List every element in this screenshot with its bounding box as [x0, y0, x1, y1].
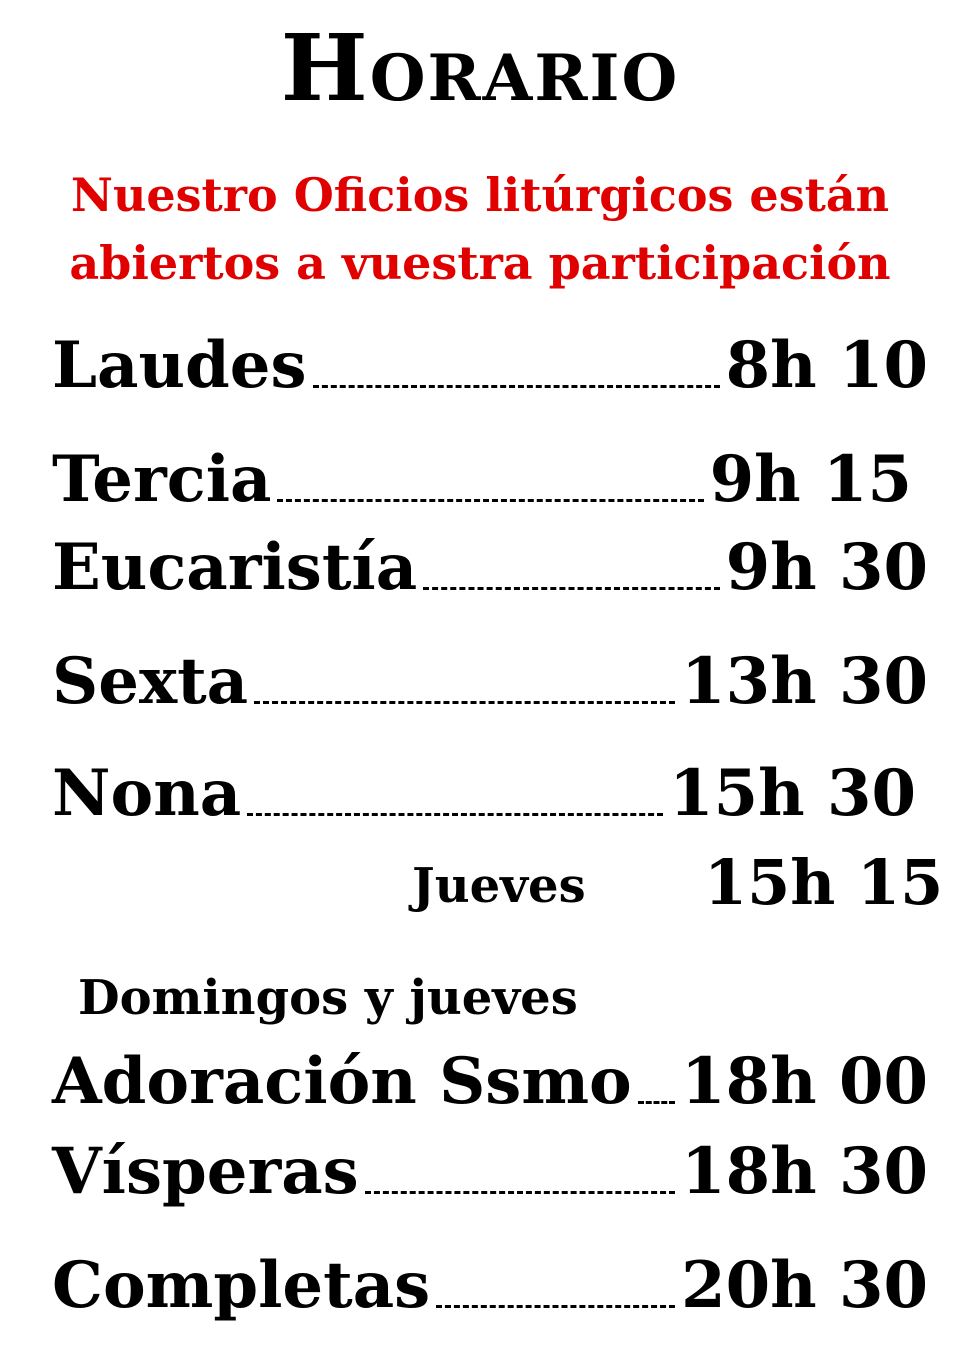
dotted-leader	[436, 1305, 675, 1308]
office-name: Completas	[52, 1248, 431, 1323]
nona-exception-label: Jueves	[412, 858, 586, 914]
subtitle-line-2: abiertos a vuestra participación	[69, 236, 891, 290]
office-name: Vísperas	[52, 1134, 359, 1209]
office-name: Nona	[52, 756, 242, 831]
dotted-leader	[254, 701, 675, 704]
office-time: 8h 10	[725, 328, 928, 403]
nona-exception-time: 15h 15	[704, 846, 944, 919]
schedule-row-eucaristia	[52, 530, 928, 605]
schedule-row-visperas	[52, 1134, 928, 1209]
schedule-row-tercia	[52, 442, 912, 517]
schedule-row-nona	[52, 756, 916, 831]
subtitle-line-1: Nuestro Oficios litúrgicos están	[70, 168, 890, 222]
office-time: 20h 30	[681, 1248, 928, 1323]
office-time: 18h 30	[681, 1134, 928, 1209]
schedule-row-adoracion	[52, 1044, 928, 1119]
dotted-leader	[423, 587, 719, 590]
schedule-row-laudes	[52, 328, 928, 403]
schedule-row-sexta	[52, 644, 928, 719]
office-name: Eucaristía	[52, 530, 418, 605]
dotted-leader	[277, 499, 703, 502]
dotted-leader	[365, 1191, 675, 1194]
office-time: 9h 15	[709, 442, 912, 517]
page-title: Horario	[280, 14, 680, 122]
office-name: Adoración Ssmo	[52, 1044, 632, 1119]
office-time: 18h 00	[681, 1044, 928, 1119]
sunday-thursday-note: Domingos y jueves	[78, 970, 578, 1026]
office-name: Tercia	[52, 442, 272, 517]
office-time: 13h 30	[681, 644, 928, 719]
office-name: Sexta	[52, 644, 249, 719]
dotted-leader	[247, 813, 663, 816]
dotted-leader	[638, 1101, 675, 1104]
schedule-row-completas	[52, 1248, 928, 1323]
office-time: 9h 30	[725, 530, 928, 605]
dotted-leader	[313, 385, 720, 388]
office-time: 15h 30	[669, 756, 916, 831]
office-name: Laudes	[52, 328, 307, 403]
